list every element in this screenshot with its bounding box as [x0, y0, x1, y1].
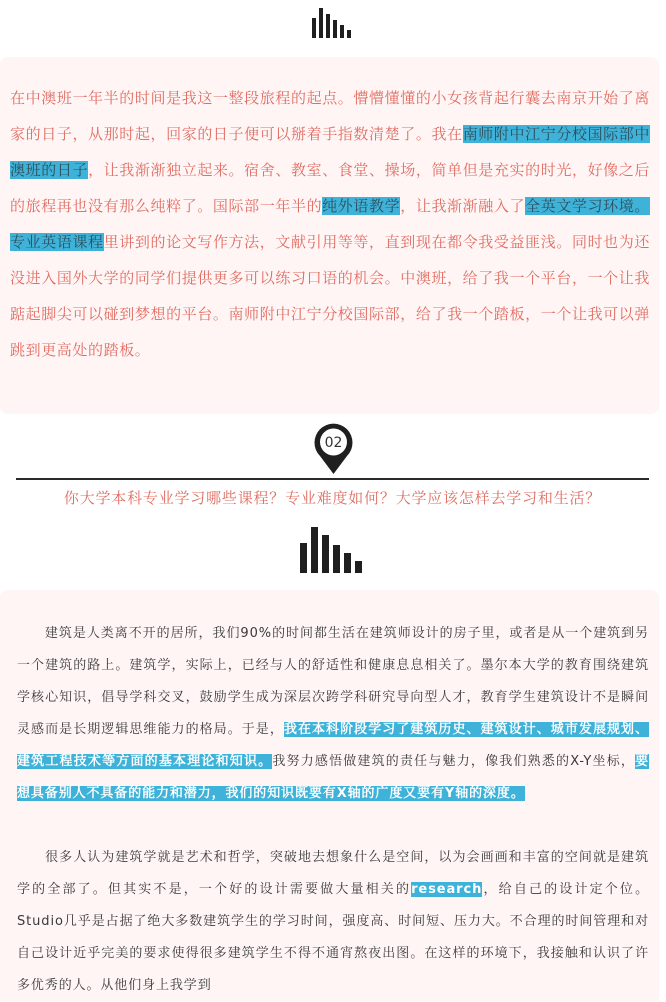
- highlighted-text: 要想具备别人不具备的能力和潜力，我们的知识既要有X轴的广度又要有Y轴的深度。: [17, 754, 649, 801]
- body-text: 在中澳班一年半的时间是我这一整段旅程的起点。懵懵懂懂的小女孩背起行囊去南京开始了离家的日子，从那时起，回家的日子便可以掰着手指数清楚了。我在: [10, 89, 650, 143]
- location-pin-icon: [312, 422, 355, 475]
- highlighted-text: 南师附中江宁分校国际部中澳班的日子: [10, 125, 650, 179]
- bar-chart-icon: [300, 523, 368, 573]
- body-text: ，给自己的设计定个位。Studio几乎是占据了绝大多数建筑学生的学习时间，强度高、时间短、压力大。不合理的时间管理和对自己设计近乎完美的要求使得很多建筑学生不得不通宵熬夜出图。在这样的环境下，我接触和认识了许多优秀的人。从他们身上我学到: [17, 882, 649, 993]
- study-paragraph-1: [17, 618, 649, 810]
- highlighted-text: research: [411, 882, 483, 897]
- highlighted-text: 全英文学习环境。专业英语课程: [10, 197, 650, 251]
- body-text: 里讲到的论文写作方法，文献引用等等，直到现在都令我受益匪浅。同时也为还没进入国外大学的同学们提供更多可以练习口语的机会。中澳班，给了我一个平台，一个让我踮起脚尖可以碰到梦想的平台。南师附中江宁分校国际部，给了我一个踏板，一个让我可以弹跳到更高处的踏板。: [10, 233, 650, 359]
- body-text: 很多人认为建筑学就是艺术和哲学，突破地去想象什么是空间，以为会画画和丰富的空间就是建筑学的全部了。但其实不是，一个好的设计需要做大量相关的: [17, 850, 649, 897]
- story-paragraph: [10, 80, 650, 368]
- body-text: 我努力感悟做建筑的责任与魅力，像我们熟悉的X-Y坐标，: [272, 754, 636, 769]
- section-divider: [16, 478, 649, 480]
- highlighted-text: 我在本科阶段学习了建筑历史、建筑设计、城市发展规划、建筑工程技术等方面的基本理论和知识。: [17, 722, 649, 769]
- body-text: 建筑是人类离不开的居所，我们90%的时间都生活在建筑师设计的房子里，或者是从一个建筑到另一个建筑的路上。建筑学，实际上，已经与人的舒适性和健康息息相关了。墨尔本大学的教育围绕建筑学核心知识，倡导学科交叉，鼓励学生成为深层次跨学科研究导向型人才，教育学生建筑设计不是瞬间灵感而是长期逻辑思维能力的格局。于是，: [17, 626, 649, 737]
- highlighted-text: 纯外语教学: [322, 197, 401, 215]
- section-question: 你大学本科专业学习哪些课程？专业难度如何？大学应该怎样去学习和生活？: [63, 489, 602, 507]
- body-text: ，让我渐渐融入了: [400, 197, 526, 215]
- section-number: 02: [324, 435, 343, 451]
- bar-chart-icon: [312, 6, 356, 38]
- study-paragraph-2: [17, 842, 649, 1002]
- body-text: ，让我渐渐独立起来。宿舍、教室、食堂、操场，简单但是充实的时光，好像之后的旅程再也没有那么纯粹了。国际部一年半的: [10, 161, 650, 215]
